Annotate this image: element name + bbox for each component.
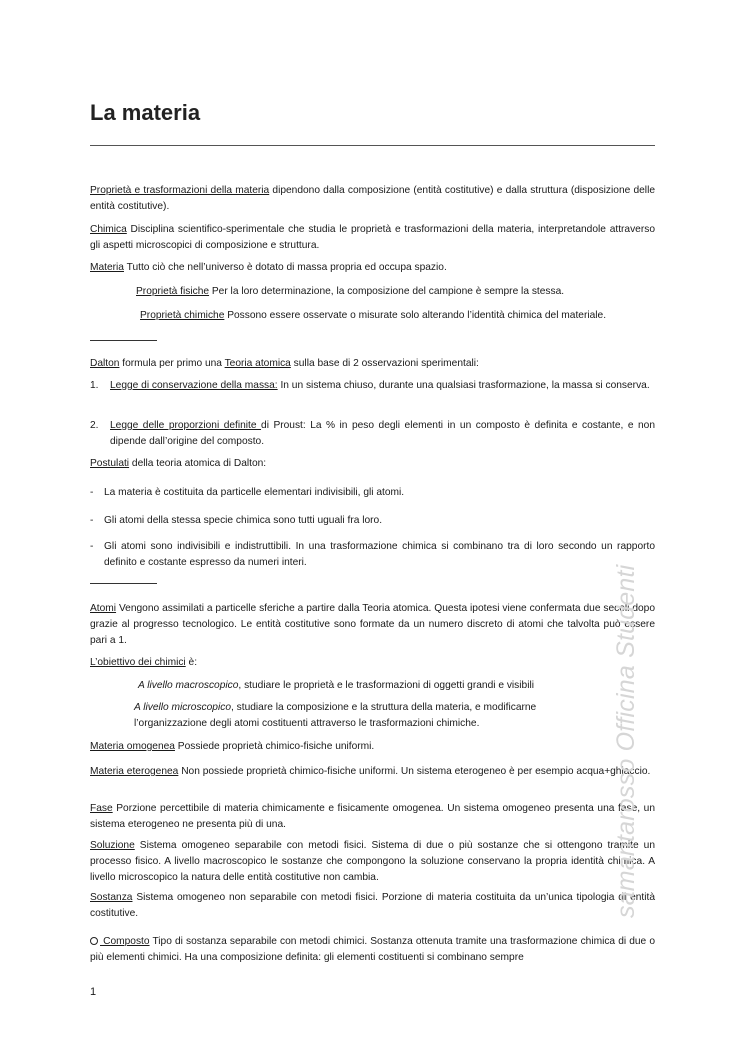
term: Dalton [90, 358, 120, 369]
paragraph-text: Porzione percettibile di materia chimicamente e fisicamente omogenea. Un sistema omogeneo presenta una fase, un sistema eterogeneo ne presenta più di una. [90, 803, 655, 830]
term: Postulati [90, 458, 130, 469]
term: Materia omogenea [90, 741, 175, 752]
paragraph-chimica [90, 222, 655, 254]
paragraph-text: di Proust: La % in peso degli elementi in un composto è definita e costante, e non dipende dall’origine del composto. [110, 420, 655, 447]
paragraph-text: Sistema omogeneo separabile con metodi fisici. Sistema di due o più sostanze che si ottengono tramite un processo fisico. A livello macroscopico le sostanze che compongono la soluzione conservano la propria identità chimica. A livello microscopico la natura delle entità costitutive non cambia. [90, 840, 655, 883]
list-item: Gli atomi della stessa specie chimica sono tutti uguali fra loro. [104, 515, 383, 526]
paragraph-proprieta-chimiche [140, 308, 655, 324]
list-item: Gli atomi sono indivisibili e indistruttibili. In una trasformazione chimica si combinano tra di loro secondo un rapporto definito e costante espresso da numeri interi. [104, 541, 655, 568]
section-divider [90, 583, 157, 584]
term: Proprietà chimiche [140, 310, 225, 321]
term: Composto [100, 936, 150, 947]
paragraph-text: Non possiede proprietà chimico-fisiche uniformi. Un sistema eterogeneo è per esempio acqua+ghiaccio. [178, 766, 651, 777]
paragraph-text: Vengono assimilati a particelle sferiche a partire dalla Teoria atomica. Questa ipotesi viene confermata due secoli dopo grazie al progresso tecnologico. Le entità costitutive sono formate da un numero discreto di atomi che talvolta può essere pari a 1. [90, 603, 655, 646]
title-divider [90, 145, 655, 146]
paragraph-text: In un sistema chiuso, durante una qualsiasi trasformazione, la massa si conserva. [277, 380, 650, 391]
term: Chimica [90, 224, 127, 235]
paragraph-text: Tutto ciò che nell’universo è dotato di massa propria ed occupa spazio. [123, 262, 447, 273]
paragraph-proprieta-fisiche [136, 284, 655, 300]
paragraph-text: Possiede proprietà chimico-fisiche uniformi. [174, 741, 375, 752]
paragraph-text: Possono essere osservate o misurate solo alterando l’identità chimica del materiale. [224, 310, 607, 321]
term: Fase [90, 803, 113, 814]
paragraph-text: , studiare le proprietà e le trasformazioni di oggetti grandi e visibili [238, 680, 534, 691]
bullet-dash: - [90, 541, 94, 552]
page-title: La materia [90, 100, 201, 125]
circle-bullet-icon [90, 937, 98, 945]
term: Legge di conservazione della massa: [110, 380, 278, 391]
paragraph-macroscopico [138, 678, 655, 694]
term: Sostanza [90, 892, 133, 903]
paragraph-fase [90, 801, 655, 833]
paragraph-postulati [90, 456, 655, 472]
term: Legge delle proporzioni definite [110, 420, 262, 431]
term: Proprietà fisiche [136, 286, 210, 297]
paragraph-text: , studiare la composizione e la struttura della materia, e modificarne l’organizzazione degli atomi costituenti attraverso le trasformazioni chimiche. [134, 702, 537, 729]
term: A livello macroscopico [138, 680, 239, 691]
term: L’obiettivo dei chimici [90, 657, 186, 668]
paragraph-sostanza [90, 890, 655, 922]
paragraph-text: formula per primo una [119, 358, 225, 369]
term: Materia [90, 262, 124, 273]
term: Teoria atomica [224, 358, 291, 369]
list-item [110, 378, 655, 394]
paragraph-eterogenea [90, 764, 655, 780]
term: Materia eterogenea [90, 766, 179, 777]
paragraph-text: della teoria atomica di Dalton: [129, 458, 267, 469]
paragraph-materia [90, 260, 655, 276]
term: Atomi [90, 603, 117, 614]
paragraph-text: è: [185, 657, 198, 668]
bullet-dash: - [90, 515, 94, 526]
list-item [110, 418, 655, 450]
watermark: samantarosso Officina Studenti [612, 564, 640, 918]
paragraph-text: Per la loro determinazione, la composizione del campione è sempre la stessa. [209, 286, 565, 297]
paragraph-composto [90, 934, 655, 966]
paragraph-text: sulla base di 2 osservazioni sperimentali: [290, 358, 479, 369]
paragraph-text: Disciplina scientifico-sperimentale che studia le proprietà e trasformazioni della materia, interpretandole attraverso gli aspetti microscopici di composizione e struttura. [90, 224, 655, 251]
paragraph-obiettivo [90, 655, 655, 671]
paragraph-omogenea [90, 739, 655, 755]
paragraph-dalton [90, 356, 655, 372]
paragraph-text: Tipo di sostanza separabile con metodi chimici. Sostanza ottenuta tramite una trasformazione chimica di due o più elementi chimici. Ha una composizione definita: gli elementi costituenti si combinano sempre [90, 936, 655, 963]
term: Soluzione [90, 840, 135, 851]
bullet-dash: - [90, 487, 94, 498]
term: A livello microscopico [134, 702, 231, 713]
paragraph-text: dipendono dalla composizione (entità costitutive) e dalla struttura (disposizione delle entità costitutive). [90, 185, 655, 212]
page-number: 1 [90, 986, 97, 998]
paragraph-proprieta [90, 183, 655, 215]
paragraph-microscopico [134, 700, 589, 732]
paragraph-atomi [90, 601, 655, 649]
list-number: 1. [90, 380, 99, 391]
list-item: La materia è costituita da particelle elementari indivisibili, gli atomi. [104, 487, 405, 498]
paragraph-text: Sistema omogeneo non separabile con metodi fisici. Porzione di materia costituita da un’unica tipologia di entità costitutive. [90, 892, 655, 919]
list-number: 2. [90, 420, 99, 431]
paragraph-soluzione [90, 838, 655, 886]
term: Proprietà e trasformazioni della materia [90, 185, 270, 196]
section-divider [90, 340, 157, 341]
